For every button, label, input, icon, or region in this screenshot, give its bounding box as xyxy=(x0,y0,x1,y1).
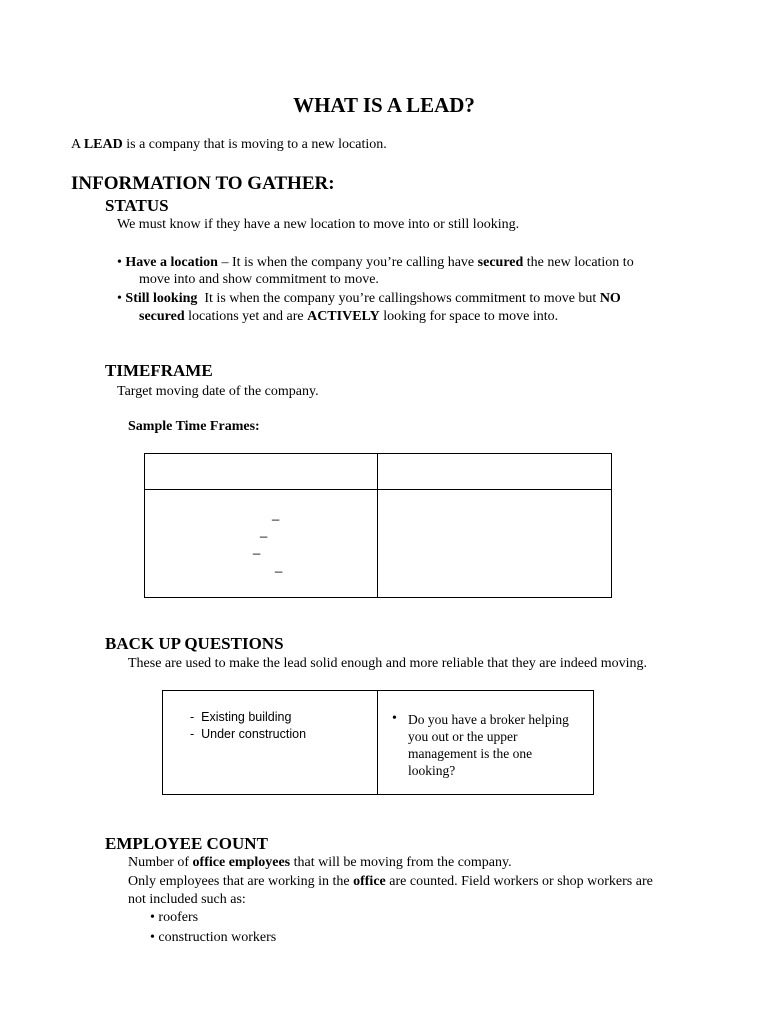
employee-bullet-text: construction workers xyxy=(158,930,277,945)
page-title: WHAT IS A LEAD? xyxy=(293,93,475,117)
timeframe-dash: _ xyxy=(260,523,268,538)
employee-line-2 xyxy=(128,873,653,891)
backup-heading: BACK UP QUESTIONS xyxy=(105,634,284,653)
timeframe-dash: _ xyxy=(272,506,280,521)
bullet-glyph: • xyxy=(117,291,126,306)
bullet-text: looking for space to move into. xyxy=(379,309,559,324)
backup-item-text: Existing building xyxy=(201,710,292,724)
bullet-term: Still looking xyxy=(125,291,198,306)
backup-table-column-divider xyxy=(377,690,378,795)
bullet-text: – It is when the company you’re calling have xyxy=(217,255,478,270)
dash-marker: - xyxy=(190,727,202,741)
status-heading: STATUS xyxy=(105,196,169,215)
backup-list-item xyxy=(190,726,306,743)
timeframe-dash: _ xyxy=(275,558,283,573)
bullet-text: the new location to xyxy=(523,255,634,270)
bullet-bold-no: NO xyxy=(599,291,621,306)
timeframe-table-header-divider xyxy=(144,489,612,490)
employee-text: are counted. Field workers or shop workers are xyxy=(385,874,653,889)
sample-timeframes-label: Sample Time Frames: xyxy=(128,419,260,434)
status-bullet-have-location-cont: move into and show commitment to move. xyxy=(139,272,379,287)
employee-bold: office employees xyxy=(192,855,291,870)
status-bullet-still-looking xyxy=(117,290,621,308)
timeframe-table xyxy=(144,453,612,598)
employee-bullet-item xyxy=(150,909,198,927)
bullet-text: It is when the company you’re callingshows commitment to move but xyxy=(197,291,600,306)
status-description: We must know if they have a new location to move into or still looking. xyxy=(117,217,520,232)
employee-line-3: not included such as: xyxy=(128,892,246,907)
employee-text: Number of xyxy=(128,855,193,870)
status-bullet-have-location xyxy=(117,254,634,272)
backup-description: These are used to make the lead solid enough and more reliable that they are indeed moving. xyxy=(128,656,647,671)
bullet-glyph: • xyxy=(117,255,126,270)
backup-question-line: management is the one xyxy=(408,746,533,761)
bullet-bold-secured: secured xyxy=(477,255,524,270)
employee-line-1 xyxy=(128,854,512,872)
employee-text: Only employees that are working in the xyxy=(128,874,354,889)
backup-question-line: Do you have a broker helping xyxy=(408,712,569,727)
employee-bullet-text: roofers xyxy=(158,910,199,925)
backup-question xyxy=(408,711,569,779)
intro-lead-term: LEAD xyxy=(83,137,123,152)
backup-question-line: you out or the upper xyxy=(408,729,518,744)
bullet-glyph: • xyxy=(150,910,159,925)
timeframe-dash: _ xyxy=(253,540,261,555)
employee-bold: office xyxy=(353,874,386,889)
timeframe-table-column-divider xyxy=(377,453,378,598)
bullet-bold-actively: ACTIVELY xyxy=(307,309,380,324)
intro-article: A xyxy=(71,137,81,152)
bullet-bold-secured: secured xyxy=(139,309,185,324)
bullet-glyph: • xyxy=(392,711,397,726)
timeframe-description: Target moving date of the company. xyxy=(117,384,319,399)
timeframe-heading: TIMEFRAME xyxy=(105,361,213,380)
status-bullet-still-looking-cont xyxy=(139,308,558,326)
info-heading: INFORMATION TO GATHER: xyxy=(71,173,335,194)
bullet-term: Have a location xyxy=(125,255,218,270)
intro-definition: is a company that is moving to a new location. xyxy=(126,137,387,152)
employee-text: that will be moving from the company. xyxy=(290,855,512,870)
dash-marker: - xyxy=(190,710,202,724)
employee-bullet-item xyxy=(150,929,276,947)
bullet-glyph: • xyxy=(150,930,159,945)
bullet-text: locations yet and are xyxy=(184,309,308,324)
backup-question-line: looking? xyxy=(408,763,456,778)
intro-line xyxy=(71,136,387,154)
backup-item-text: Under construction xyxy=(201,727,307,741)
employee-count-heading: EMPLOYEE COUNT xyxy=(105,834,268,853)
backup-list-item xyxy=(190,709,291,726)
